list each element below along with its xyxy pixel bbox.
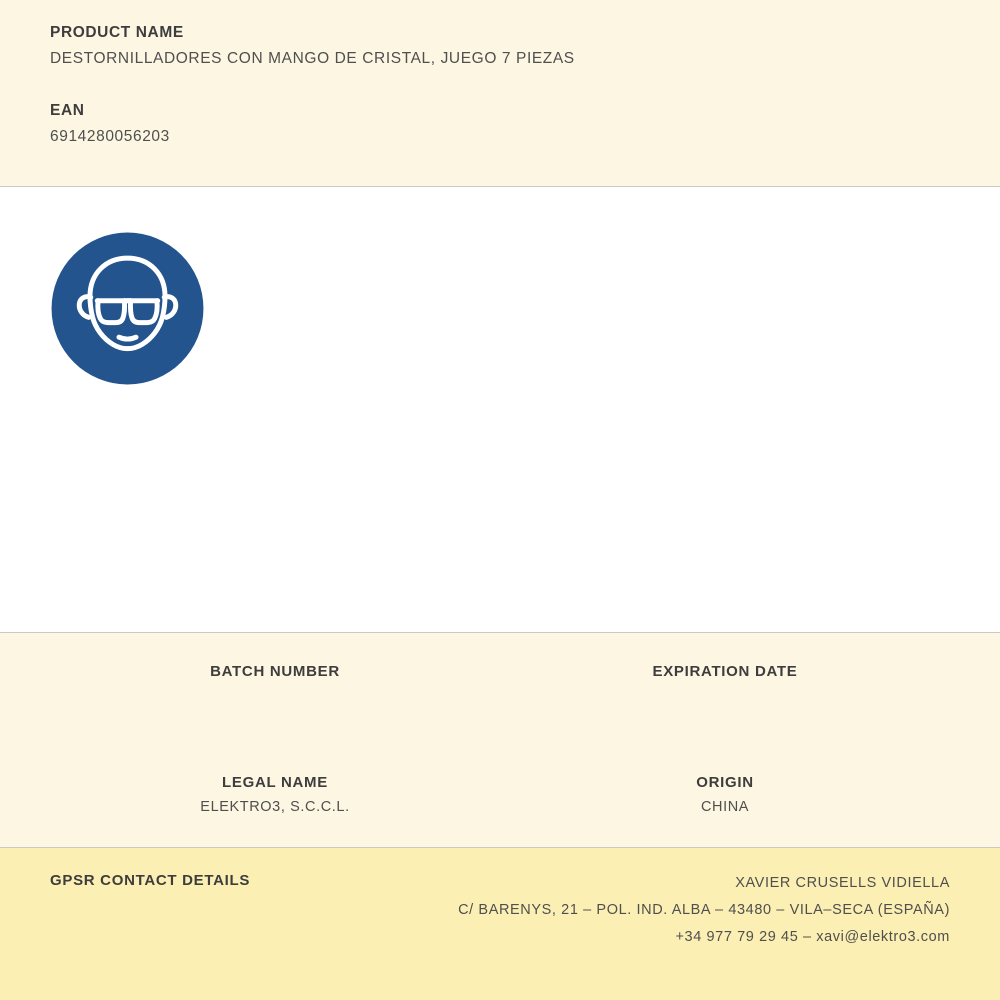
batch-number-value <box>60 688 490 706</box>
expiration-date-label: EXPIRATION DATE <box>652 663 798 680</box>
ean-field <box>50 102 950 146</box>
contact-name: XAVIER CRUSELLS VIDIELLA <box>735 875 950 891</box>
legal-name-label: LEGAL NAME <box>222 774 328 791</box>
wear-eye-protection-icon <box>50 231 205 386</box>
product-name-value: DESTORNILLADORES CON MANGO DE CRISTAL, JUEGO 7 PIEZAS <box>50 50 575 67</box>
footer-section <box>0 848 1000 1000</box>
info-grid-row-2 <box>50 712 950 823</box>
expiration-date-value <box>510 688 940 706</box>
origin-label: ORIGIN <box>696 774 754 791</box>
contact-phone-email: +34 977 79 29 45 – xavi@elektro3.com <box>675 929 950 945</box>
info-section <box>0 633 1000 847</box>
ean-value: 6914280056203 <box>50 128 170 145</box>
product-name-field <box>50 24 950 68</box>
gpsr-contact-label: GPSR CONTACT DETAILS <box>50 872 251 889</box>
pictogram-row <box>50 231 950 386</box>
batch-number-label: BATCH NUMBER <box>210 663 340 680</box>
product-name-label: PRODUCT NAME <box>50 24 184 41</box>
legal-name-value: ELEKTRO3, S.C.C.L. <box>200 799 350 815</box>
batch-number-cell <box>50 655 500 712</box>
header-section <box>0 0 1000 186</box>
info-grid-row-1 <box>50 655 950 712</box>
expiration-date-cell <box>500 655 950 712</box>
ean-label: EAN <box>50 102 85 119</box>
gpsr-contact-details <box>458 870 950 951</box>
pictogram-section <box>0 187 1000 632</box>
origin-value: CHINA <box>700 799 750 815</box>
origin-cell <box>500 712 950 823</box>
contact-address: C/ BARENYS, 21 – POL. IND. ALBA – 43480 – VILA–SECA (ESPAÑA) <box>458 902 950 918</box>
legal-name-cell <box>50 712 500 823</box>
